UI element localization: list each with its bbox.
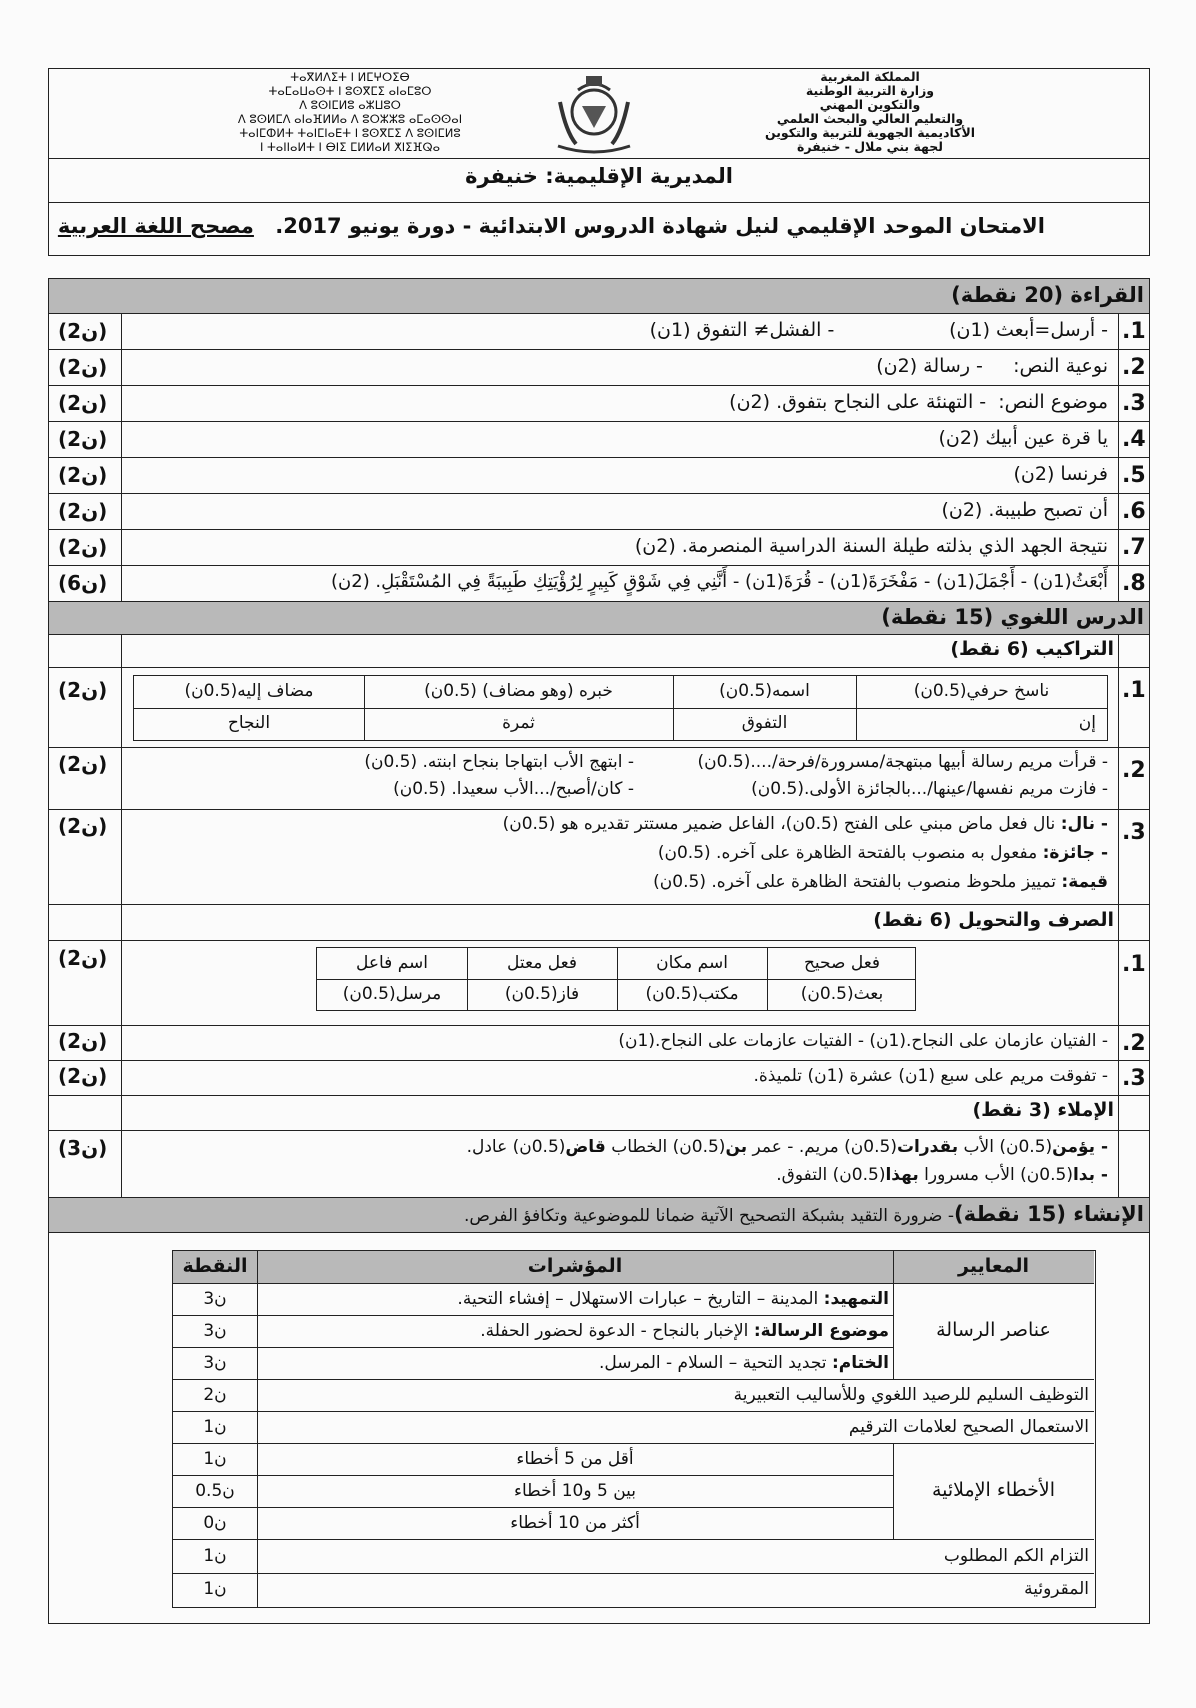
morph-q2-points: (2ن)	[58, 1029, 108, 1053]
directorate-title: المديرية الإقليمية: خنيفرة	[465, 164, 733, 188]
criterion-letter-elements: عناصر الرسالة	[936, 1319, 1051, 1341]
morph-q3-number: .3	[1122, 1066, 1146, 1091]
reading-q1-answer: - أرسل=أبعث (1ن) - الفشل≠ التفوق (1ن)	[649, 319, 1108, 341]
score-vocabulary: 2ن	[203, 1385, 227, 1405]
reading-q3-answer: موضوع النص: - التهنئة على النجاح بتفوق. (2ن)	[729, 391, 1108, 413]
composition-title: الإنشاء (15 نقطة)	[954, 1202, 1144, 1226]
syntax-header-3: خبره (وهو مضاف) (0.5ن)	[424, 681, 613, 701]
syntax-header-4: مضاف إليه(0.5ن)	[184, 681, 314, 701]
morph-value-2: مكتب(0.5ن)	[645, 984, 739, 1004]
exam-subject: مصحح اللغة العربية	[57, 214, 254, 238]
syntax-q2-line2a: - فازت مريم نفسها/عينها/...بالجائزة الأولى.(0.5ن)	[751, 779, 1108, 799]
col-score: النقطة	[182, 1255, 248, 1277]
syntax-value-2: التفوق	[741, 713, 788, 733]
indicator-punctuation: الاستعمال الصحيح لعلامات الترقيم	[848, 1417, 1089, 1437]
score-legibility: 1ن	[203, 1579, 227, 1599]
language-title: الدرس اللغوي (15 نقطة)	[881, 605, 1144, 629]
syntax-q2-number: .2	[1122, 758, 1146, 783]
reading-q7-points: (2ن)	[58, 535, 108, 559]
morph-value-3: فاز(0.5ن)	[504, 984, 580, 1004]
morph-q2-text: - الفتيان عازمان على النجاح.(1ن) - الفتيات عازمات على النجاح.(1ن)	[618, 1031, 1108, 1051]
reading-q7-number: .7	[1122, 535, 1146, 560]
syntax-q2-line2b: - كان/أصبح/...الأب سعيدا. (0.5ن)	[393, 779, 634, 799]
score-length: 1ن	[203, 1546, 227, 1566]
syntax-q3-line3: قيمة: تمييز ملحوظ منصوب بالفتحة الظاهرة على آخره. (0.5ن)	[653, 872, 1108, 892]
morph-q1-number: .1	[1122, 952, 1146, 977]
morphology-title: الصرف والتحويل (6 نقط)	[873, 909, 1114, 931]
reading-q8-number: .8	[1122, 571, 1146, 596]
morph-q1-table	[316, 947, 916, 1011]
morph-value-4: مرسل(0.5ن)	[342, 984, 442, 1004]
syntax-value-4: النجاح	[227, 713, 271, 733]
reading-q7-answer: نتيجة الجهد الذي بذلته طيلة السنة الدراسية المنصرمة. (2ن)	[634, 535, 1108, 557]
reading-q1-number: .1	[1122, 319, 1146, 344]
syntax-q3-line1: - نال: نال فعل ماض مبني على الفتح (0.5ن)، الفاعل ضمير مستتر تقديره هو (0.5ن)	[502, 814, 1108, 834]
reading-q1-points: (2ن)	[58, 319, 108, 343]
dictation-line2: - بدا(0.5ن) الأب مسرورا بهذا(0.5ن) التفوق.	[776, 1165, 1108, 1185]
reading-q4-points: (2ن)	[58, 427, 108, 451]
col-indicators: المؤشرات	[527, 1255, 623, 1277]
syntax-header-2: اسمه(0.5ن)	[719, 681, 810, 701]
score-punctuation: 1ن	[203, 1417, 227, 1437]
criterion-spelling: الأخطاء الإملائية	[931, 1479, 1056, 1501]
reading-q2-answer: نوعية النص: - رسالة (2ن)	[876, 355, 1108, 377]
dictation-points: (3ن)	[58, 1136, 108, 1160]
morph-header-1: فعل صحيح	[803, 953, 881, 973]
reading-q6-number: .6	[1122, 499, 1146, 524]
indicator-intro: التمهيد: المدينة – التاريخ – عبارات الاستهلال – إفشاء التحية.	[457, 1289, 889, 1309]
reading-q2-points: (2ن)	[58, 355, 108, 379]
indicator-vocabulary: التوظيف السليم للرصيد اللغوي وللأساليب التعبيرية	[733, 1385, 1089, 1405]
dictation-title: الإملاء (3 نقط)	[972, 1099, 1114, 1121]
indicator-spelling-mid: بين 5 و10 أخطاء	[513, 1481, 637, 1501]
syntax-header-1: ناسخ حرفي(0.5ن)	[913, 681, 1050, 701]
kingdom-emblem	[548, 72, 640, 156]
score-spelling-high: 0ن	[203, 1513, 227, 1533]
morph-q3-points: (2ن)	[58, 1064, 108, 1088]
score-spelling-mid: 0.5ن	[195, 1481, 235, 1501]
morph-q3-text: - تفوقت مريم على سبع (1ن) عشرة (1ن) تلميذة.	[753, 1066, 1108, 1086]
reading-q3-number: .3	[1122, 391, 1146, 416]
morph-value-1: بعث(0.5ن)	[800, 984, 884, 1004]
indicator-spelling-high: أكثر من 10 أخطاء	[510, 1513, 640, 1533]
dictation-line1: - يؤمن(0.5ن) الأب بقدرات(0.5ن) مريم. - عمر بن(0.5ن) الخطاب قاض(0.5ن) عادل.	[466, 1137, 1108, 1157]
exam-title-line	[57, 214, 1045, 238]
reading-q8-answer: أَبْعَثُ(1ن) - أَجْمَلَ(1ن) - مَفْخَرَةَ(1ن) - قُرَةَ(1ن) - أَنَّنِي فِي شَوْقٍ كَبِيرٍ لِرُؤْيَتِكِ طَبِيبَةً فِي المُسْتَقْبَلِ. (2ن)	[330, 571, 1108, 592]
syntax-q1-points: (2ن)	[58, 678, 108, 702]
morph-header-4: اسم فاعل	[355, 953, 428, 973]
reading-q8-points: (6ن)	[58, 571, 108, 595]
score-spelling-low: 1ن	[203, 1449, 227, 1469]
reading-title: القراءة (20 نقطة)	[951, 283, 1144, 307]
reading-q6-answer: أن تصبح طبيبة. (2ن)	[941, 499, 1108, 521]
morph-q1-points: (2ن)	[58, 946, 108, 970]
syntax-value-1: إن	[1078, 713, 1096, 733]
score-closing: 3ن	[203, 1353, 227, 1373]
score-intro: 3ن	[203, 1289, 227, 1309]
ministry-header: المملكة المغربية وزارة التربية الوطنية والتكوين المهني والتعليم العالي والبحث العلمي الأكاديمية الجهوية للتربية والتكوين لجهة بني ملال - خنيفرة	[764, 69, 976, 154]
col-criteria: المعايير	[958, 1255, 1029, 1277]
reading-q2-number: .2	[1122, 355, 1146, 380]
reading-q4-number: .4	[1122, 427, 1146, 452]
syntax-q3-line2: - جائزة: مفعول به منصوب بالفتحة الظاهرة على آخره. (0.5ن)	[657, 843, 1108, 863]
morph-header-2: اسم مكان	[656, 953, 728, 973]
syntax-q1-table	[133, 675, 1108, 741]
syntax-value-3: ثمرة	[502, 713, 535, 733]
syntax-title: التراكيب (6 نقط)	[950, 638, 1114, 660]
grading-table	[172, 1250, 1096, 1608]
morph-header-3: فعل معتل	[507, 953, 577, 973]
tifinagh-header: ⵜⴰⴳⵍⴷⵉⵜ ⵏ ⵍⵎⵖⵔⵉⴱ ⵜⴰⵎⴰⵡⴰⵙⵜ ⵏ ⵓⵙⴳⵎⵉ ⴰⵏⴰⵎⵓⵔ ⴷ ⵓⵙⵏⵎⵍⵓ ⴰⵣⵡⵓⵔ ⴷ ⵓⵙⵍⵎⴷ ⴰⵏⴰⴼⵍⵍⴰ ⴷ ⵓⵔⵣⵣⵓ ⴰⵎⴰⵙⵙⴰⵏ ⵜⴰⵏⵎⵀⵍⵜ ⵜⴰⵏⵎⵏⴰⴹⵜ ⵏ ⵓⵙⴳⵎⵉ ⴷ ⵓⵙⵏⵎⵍⵓ ⵏ ⵜⴰⵏⵏⴰⵍⵜ ⵏ ⴱⵏⵉ ⵎⵍⵍⴰⵍ ⵅⵏⵉⴼⵕⴰ	[237, 70, 463, 154]
reading-q4-answer: يا قرة عين أبيك (2ن)	[938, 427, 1108, 449]
syntax-q1-number: .1	[1122, 678, 1146, 703]
exam-title: الامتحان الموحد الإقليمي لنيل شهادة الدروس الابتدائية - دورة يونيو 2017.	[275, 214, 1045, 238]
reading-q3-points: (2ن)	[58, 391, 108, 415]
indicator-letter-subject: موضوع الرسالة: الإخبار بالنجاح - الدعوة لحضور الحفلة.	[480, 1321, 889, 1341]
indicator-closing: الختام: تجديد التحية – السلام - المرسل.	[598, 1353, 889, 1373]
syntax-q2-line1a: - قرأت مريم رسالة أبيها مبتهجة/مسرورة/فرحة/....(0.5ن)	[697, 752, 1108, 772]
reading-q6-points: (2ن)	[58, 499, 108, 523]
composition-heading	[464, 1202, 1144, 1226]
indicator-spelling-low: أقل من 5 أخطاء	[516, 1449, 634, 1469]
syntax-q2-points: (2ن)	[58, 752, 108, 776]
syntax-q3-points: (2ن)	[58, 814, 108, 838]
morph-q2-number: .2	[1122, 1031, 1146, 1056]
syntax-q3-number: .3	[1122, 820, 1146, 845]
composition-note: - ضرورة التقيد بشبكة التصحيح الآتية ضمانا للموضوعية وتكافؤ الفرص.	[464, 1206, 955, 1226]
reading-q5-points: (2ن)	[58, 463, 108, 487]
syntax-q2-line1b: - ابتهج الأب ابتهاجا بنجاح ابنته. (0.5ن)	[364, 752, 634, 772]
indicator-legibility: المقروئية	[1024, 1579, 1089, 1599]
reading-q5-number: .5	[1122, 463, 1146, 488]
score-letter-subject: 3ن	[203, 1321, 227, 1341]
reading-q5-answer: فرنسا (2ن)	[1013, 463, 1108, 485]
indicator-length: التزام الكم المطلوب	[943, 1546, 1089, 1566]
